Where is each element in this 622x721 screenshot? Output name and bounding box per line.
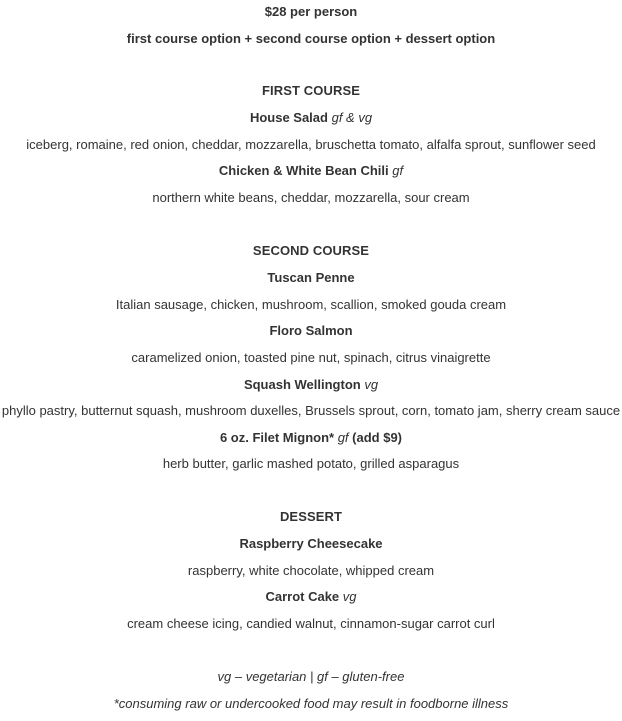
item-description: caramelized onion, toasted pine nut, spinach, citrus vinaigrette [131, 350, 491, 365]
item-name: Tuscan Penne [267, 270, 355, 285]
dietary-tag: vg [364, 377, 379, 392]
item-name: Raspberry Cheesecake [239, 536, 383, 551]
item-name: Floro Salmon [269, 323, 353, 338]
item-description: raspberry, white chocolate, whipped cream [187, 563, 435, 578]
item-name: Squash Wellington [243, 377, 361, 392]
item-name: 6 oz. Filet Mignon* [219, 430, 335, 445]
dessert-heading: DESSERT [279, 509, 343, 524]
menu-item-carrot-cake [0, 589, 622, 605]
first-course-heading: FIRST COURSE [262, 83, 360, 98]
dietary-legend: vg – vegetarian | gf – gluten-free [217, 669, 405, 684]
price-per-person: $28 per person [264, 4, 358, 19]
course-format: first course option + second course option + dessert option [126, 31, 496, 46]
menu-item-squash-wellington [0, 377, 622, 393]
menu-item-raspberry-cheesecake [0, 536, 622, 552]
item-name: House Salad [249, 110, 328, 125]
addon-price: (add $9) [352, 430, 403, 445]
item-description: iceberg, romaine, red onion, cheddar, mozzarella, bruschetta tomato, alfalfa sprout, sunflower seed [26, 137, 596, 152]
item-name: Carrot Cake [265, 589, 340, 604]
menu-item-chicken-chili [0, 163, 622, 179]
item-name: Chicken & White Bean Chili [218, 163, 389, 178]
dietary-tag: gf & vg [331, 110, 373, 125]
menu-item-house-salad [0, 110, 622, 126]
item-description: phyllo pastry, butternut squash, mushroom duxelles, Brussels sprout, corn, tomato jam, sherry cream sauce [1, 403, 621, 418]
menu-item-tuscan-penne [0, 270, 622, 286]
item-description: herb butter, garlic mashed potato, grilled asparagus [162, 456, 460, 471]
menu-item-floro-salmon [0, 323, 622, 339]
second-course-heading: SECOND COURSE [252, 243, 370, 258]
dietary-tag: vg [342, 589, 357, 604]
item-description: cream cheese icing, candied walnut, cinnamon-sugar carrot curl [127, 616, 495, 631]
item-description: Italian sausage, chicken, mushroom, scallion, smoked gouda cream [115, 297, 507, 312]
item-description: northern white beans, cheddar, mozzarella, sour cream [152, 190, 470, 205]
dietary-tag: gf [337, 430, 349, 445]
menu-item-filet-mignon [0, 430, 622, 446]
dietary-tag: gf [392, 163, 404, 178]
food-safety-disclaimer: *consuming raw or undercooked food may result in foodborne illness [113, 696, 509, 711]
